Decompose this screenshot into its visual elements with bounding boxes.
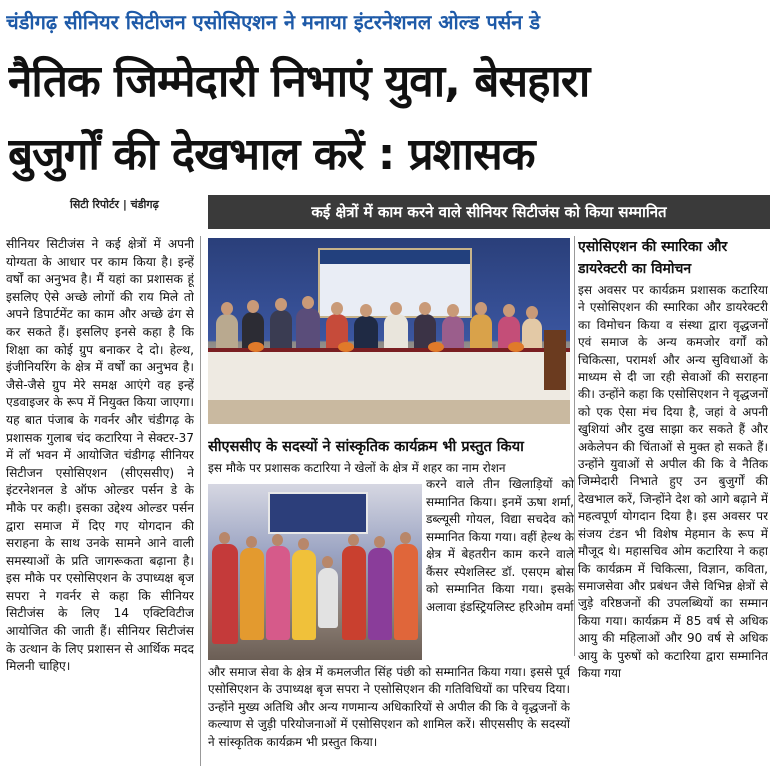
column-divider-right: [574, 236, 575, 656]
souvenir-release-subhead: एसोसिएशन की स्मारिका और डायरेक्टरी का विमोचन: [578, 239, 728, 277]
main-headline-line-2: बुजुर्गों की देखभाल करें : प्रशासक: [8, 129, 535, 180]
column-divider-left: [200, 236, 201, 766]
byline: सिटी रिपोर्टर | चंडीगढ़: [70, 198, 159, 211]
event-screen: [268, 492, 368, 534]
article-column-1: सीनियर सिटीजंस ने कई क्षेत्रों में अपनी योग्यता के आधार पर काम किया है। इन्हें वर्षों का अनुभव है। मैं यहां का प्रशासक हूं इसलिए ऐसे अच्छे लोगों की राय मिले तो अपने डिपार्टमेंट का काम और अच्छे ढंग से कर सकते हैं। इसलिए इनसे कहा है कि शिक्षा का कोई ग्रुप बनाकर दे दो। हेल्थ, इंजीनियरिंग के क्षेत्र में वर्षों का अनुभव है। जैसे-जैसे ग्रुप मेरे समक्ष आएंगे वह इन्हें एडवाइजर के रूप में नियुक्त किया जाएगा। यह बात पंजाब के गवर्नर और चंडीगढ़ के प्रशासक गुलाब चंद कटारिया ने सेक्टर-37 में लॉ भवन में आयोजित चंडीगढ़ सीनियर सिटीजन एसोसिएशन (सीएससीए) ने इंटरनेशनल डे ऑफ ओल्डर पर्सन डे के मौके पर कही। इसका उद्देश्य ओल्डर पर्सन द्वारा समाज में दिए गए योगदान की सराहना के साथ उनके सामने आने वाली समस्याओं के प्रति जागरूकता बढ़ाना है। इस मौके पर एसोसिएशन के उपाध्यक्ष बृज सपरा ने गवर्नर से कहा कि सीनियर सिटीजंस के लिए 14 एक्टिविटीज आयोजित की जाती हैं। सीनियर सिटीजंस के उत्थान के लिए प्रशासन से आर्थिक मदद मिलनी चाहिए।: [6, 237, 194, 674]
article-column-3: इस अवसर पर कार्यक्रम प्रशासक कटारिया ने एसोसिएशन की स्मारिका और डायरेक्टरी का विमोचन किया व संस्था द्वारा वृद्धजनों एवं समाज के अन्य कमजोर वर्गों को चिकित्सा, परामर्श और अन्य सुविधाओं के माध्यम से दी जा रही सेवाओं की सराहना की। उन्होंने कहा कि एसोसिएशन ने वृद्धजनों को एक ऐसा मंच दिया है, जहां वे अपनी खुशियां और दुख साझा कर सकते हैं और अकेलेपन की चिंताओं से मुक्त हो सकते हैं। उन्होंने युवाओं से अपील की कि वे नैतिक जिम्मेदारी निभाते हुए उन बुजुर्गों की देखभाल करें, जिन्होंने देश को आगे बढ़ाने में महत्वपूर्ण योगदान दिया है। इस अवसर पर संजय टंडन भी विशेष मेहमान के रूप में मौजूद थे। महासचिव ओम कटारिया ने कहा कि कार्यक्रम में चिकित्सा, विज्ञान, कविता, समाजसेवा और प्रबंधन जैसे विभिन्न क्षेत्रों से जुड़े वरिष्ठजनों की उपलब्धियों का सम्मान किया गया। कार्यक्रम में 85 वर्ष से अधिक आयु की महिलाओं और 90 वर्ष से अधिक आयु के पुरुषों को कटारिया द्वारा सम्मानित किया गया: [578, 283, 768, 680]
section-banner: कई क्षेत्रों में काम करने वाले सीनियर सिटीजंस को किया सम्मानित: [208, 195, 770, 229]
podium: [544, 330, 566, 390]
stage-dignitaries-photo: [208, 238, 570, 424]
mid-article-bottom: और समाज सेवा के क्षेत्र में कमलजीत सिंह पंछी को सम्मानित किया गया। इससे पूर्व एसोसिएशन के उपाध्यक्ष बृज सपरा ने एसोसिएशन की गतिविधियों का परिचय दिया। उन्होंने मुख्य अतिथि और अन्य गणमान्य अधिकारियों से अपील की कि वे वृद्धजनों के कल्याण से जुड़ी परियोजनाओं में एसोसिएशन को शामिल करें। सीएससीए के सदस्यों ने सांस्कृतिक कार्यक्रम भी प्रस्तुत किया।: [208, 665, 570, 749]
stage-table: [208, 348, 570, 400]
stage-floor: [208, 396, 570, 424]
main-headline-line-1: नैतिक जिम्मेदारी निभाएं युवा, बेसहारा: [8, 56, 590, 107]
mid-article-right: करने वाले तीन खिलाड़ियों को सम्मानित किया। इनमें ऊषा शर्मा, डब्ल्यूसी गोयल, विद्या सचदेव को सम्मानित किया गया। वहीं हेल्थ के क्षेत्र में बेहतरीन काम करने वाले कैंसर स्पेशलिस्ट डॉ. एसएम बोस को सम्मानित किया गया। इसके अलावा इंडस्ट्रियलिस्ट हरिओम वर्मा: [426, 477, 574, 614]
mid-article-intro: इस मौके पर प्रशासक कटारिया ने खेलों के क्षेत्र में शहर का नाम रोशन: [208, 461, 506, 475]
kicker-headline: चंडीगढ़ सीनियर सिटीजन एसोसिएशन ने मनाया इंटरनेशनल ओल्ड पर्सन डे: [6, 10, 541, 34]
cultural-program-subhead: सीएससीए के सदस्यों ने सांस्कृतिक कार्यक्रम भी प्रस्तुत किया: [208, 439, 524, 455]
cultural-performance-photo: [208, 484, 422, 660]
